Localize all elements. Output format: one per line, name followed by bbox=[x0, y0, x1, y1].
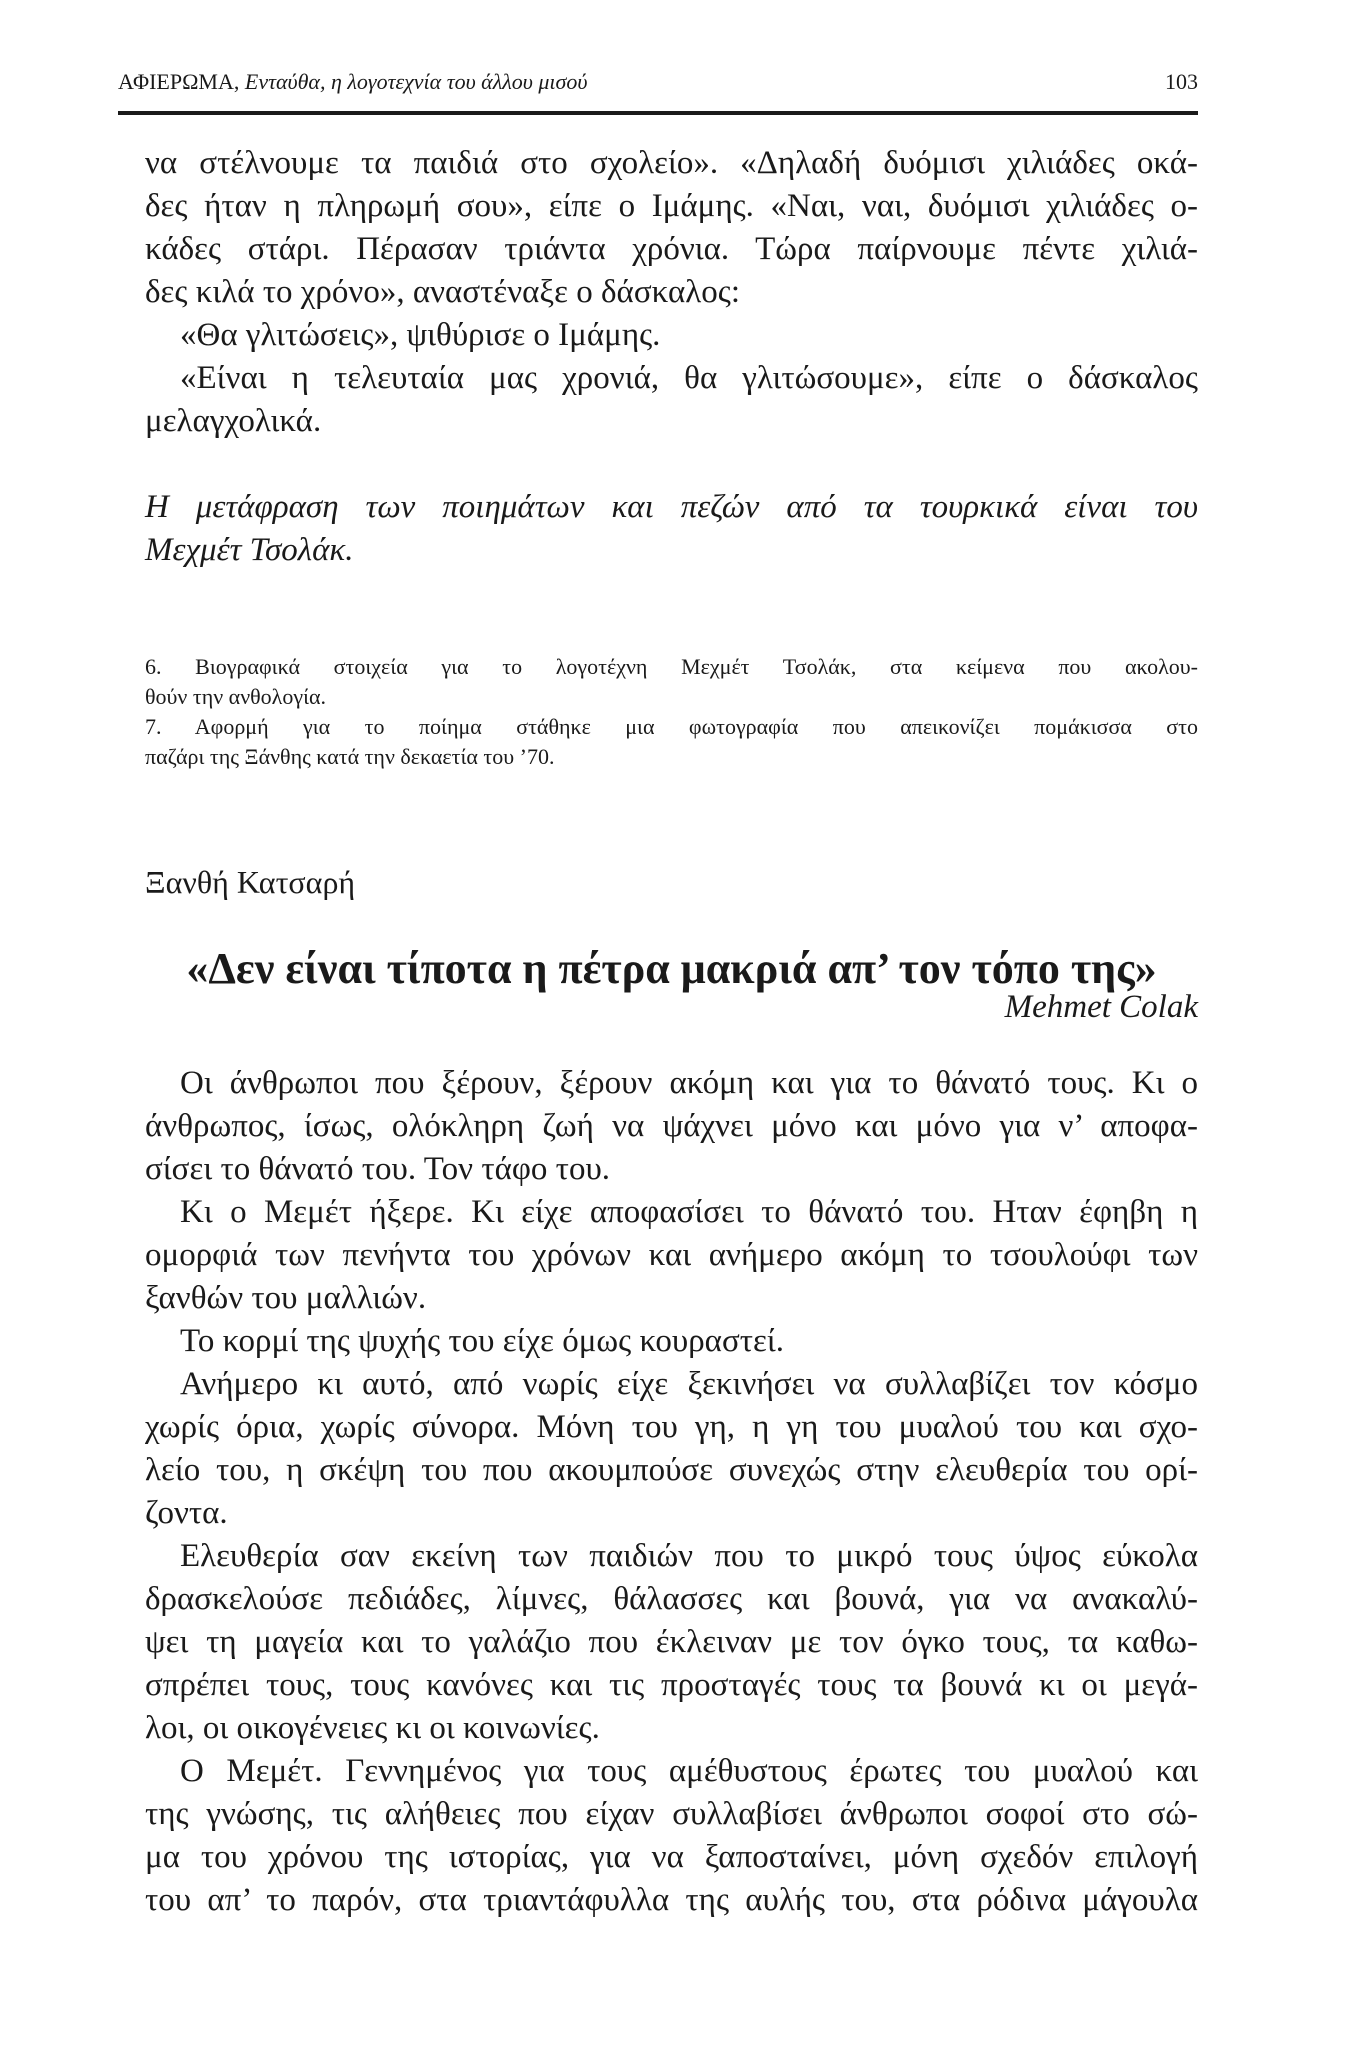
article-line: ζοντα. bbox=[145, 1495, 228, 1531]
epigraph-attribution: Mehmet Colak bbox=[1004, 989, 1198, 1025]
footnote-line: θούν την ανθολογία. bbox=[145, 684, 327, 709]
article-title: «Δεν είναι τίποτα η πέτρα μακριά απ’ τον τόπο της» bbox=[186, 944, 1157, 993]
running-header bbox=[118, 66, 1198, 98]
text-line: να στέλνουμε τα παιδιά στο σχολείο». «Δηλαδή δυόμισι χιλιάδες οκά- bbox=[145, 145, 1198, 181]
article-line: Ο Μεμέτ. Γεννημένος για τους αμέθυστους έρωτες του μυαλού και bbox=[180, 1753, 1198, 1789]
footnote-line: 7. Αφορμή για το ποίημα στάθηκε μια φωτογραφία που απεικονίζει πομάκισσα στο bbox=[145, 714, 1198, 739]
article-line: Κι ο Μεμέτ ήξερε. Κι είχε αποφασίσει το θάνατό του. Ηταν έφηβη η bbox=[180, 1194, 1198, 1230]
page-number: 103 bbox=[1165, 69, 1198, 94]
text-line: «Θα γλιτώσεις», ψιθύρισε ο Ιμάμης. bbox=[180, 317, 661, 353]
article-line: ψει τη μαγεία και το γαλάζιο που έκλειναν με τον όγκο τους, τα καθω- bbox=[145, 1624, 1198, 1660]
article-line: ξανθών του μαλλιών. bbox=[145, 1280, 427, 1316]
article-line: Ανήμερο κι αυτό, από νωρίς είχε ξεκινήσει να συλλαβίζει τον κόσμο bbox=[180, 1366, 1198, 1402]
translation-note-line: Μεχμέτ Τσολάκ. bbox=[145, 532, 354, 568]
header-section: ΑΦΙΕΡΩΜΑ, bbox=[118, 69, 245, 94]
article-line: Ελευθερία σαν εκείνη των παιδιών που το μικρό τους ύψος εύκολα bbox=[180, 1538, 1198, 1574]
article-line: σπρέπει τους, τους κανόνες και τις προσταγές τους τα βουνά κι οι μεγά- bbox=[145, 1667, 1198, 1703]
text-line: κάδες στάρι. Πέρασαν τριάντα χρόνια. Τώρα παίρνουμε πέντε χιλιά- bbox=[145, 231, 1198, 267]
translation-note-line: Η μετάφραση των ποιημάτων και πεζών από τα τουρκικά είναι του bbox=[145, 489, 1198, 525]
article-line: χωρίς όρια, χωρίς σύνορα. Μόνη του γη, η γη του μυαλού του και σχο- bbox=[145, 1409, 1198, 1445]
article-line: του απ’ το παρόν, στα τριαντάφυλλα της αυλής του, στα ρόδινα μάγουλα bbox=[145, 1882, 1198, 1918]
header-subtitle: Ενταύθα, η λογοτεχνία του άλλου μισού bbox=[244, 69, 588, 94]
article-line: της γνώσης, τις αλήθειες που είχαν συλλαβίσει άνθρωποι σοφοί στο σώ- bbox=[145, 1796, 1198, 1832]
text-line: δες κιλά το χρόνο», αναστέναξε ο δάσκαλος: bbox=[145, 274, 740, 310]
article-line: λοι, οι οικογένειες κι οι κοινωνίες. bbox=[145, 1710, 600, 1746]
article-line: ομορφιά των πενήντα του χρόνων και ανήμερο ακόμη το τσουλούφι των bbox=[145, 1237, 1198, 1273]
text-line: «Είναι η τελευταία μας χρονιά, θα γλιτώσουμε», είπε ο δάσκαλος bbox=[180, 360, 1198, 396]
article-author: Ξανθή Κατσαρή bbox=[145, 864, 356, 900]
header-rule bbox=[118, 111, 1198, 115]
footnote-line: 6. Βιογραφικά στοιχεία για το λογοτέχνη Μεχμέτ Τσολάκ, στα κείμενα που ακολου- bbox=[145, 654, 1198, 679]
article-line: λείο του, η σκέψη του που ακουμπούσε συνεχώς στην ελευθερία του ορί- bbox=[145, 1452, 1198, 1488]
article-line: μα του χρόνου της ιστορίας, για να ξαποσταίνει, μόνη σχεδόν επιλογή bbox=[145, 1839, 1198, 1875]
footnote-line: παζάρι της Ξάνθης κατά την δεκαετία του ’70. bbox=[145, 744, 555, 769]
article-line: δρασκελούσε πεδιάδες, λίμνες, θάλασσες και βουνά, για να ανακαλύ- bbox=[145, 1581, 1198, 1617]
article-line: σίσει το θάνατό του. Τον τάφο του. bbox=[145, 1151, 611, 1187]
article-line: Οι άνθρωποι που ξέρουν, ξέρουν ακόμη και για το θάνατό τους. Κι ο bbox=[180, 1065, 1198, 1101]
article-line: Το κορμί της ψυχής του είχε όμως κουραστεί. bbox=[180, 1323, 784, 1359]
article-line: άνθρωπος, ίσως, ολόκληρη ζωή να ψάχνει μόνο και μόνο για ν’ αποφα- bbox=[145, 1108, 1198, 1144]
text-line: δες ήταν η πληρωμή σου», είπε ο Ιμάμης. «Ναι, ναι, δυόμισι χιλιάδες ο- bbox=[145, 188, 1198, 224]
text-line: μελαγχολικά. bbox=[145, 403, 322, 439]
